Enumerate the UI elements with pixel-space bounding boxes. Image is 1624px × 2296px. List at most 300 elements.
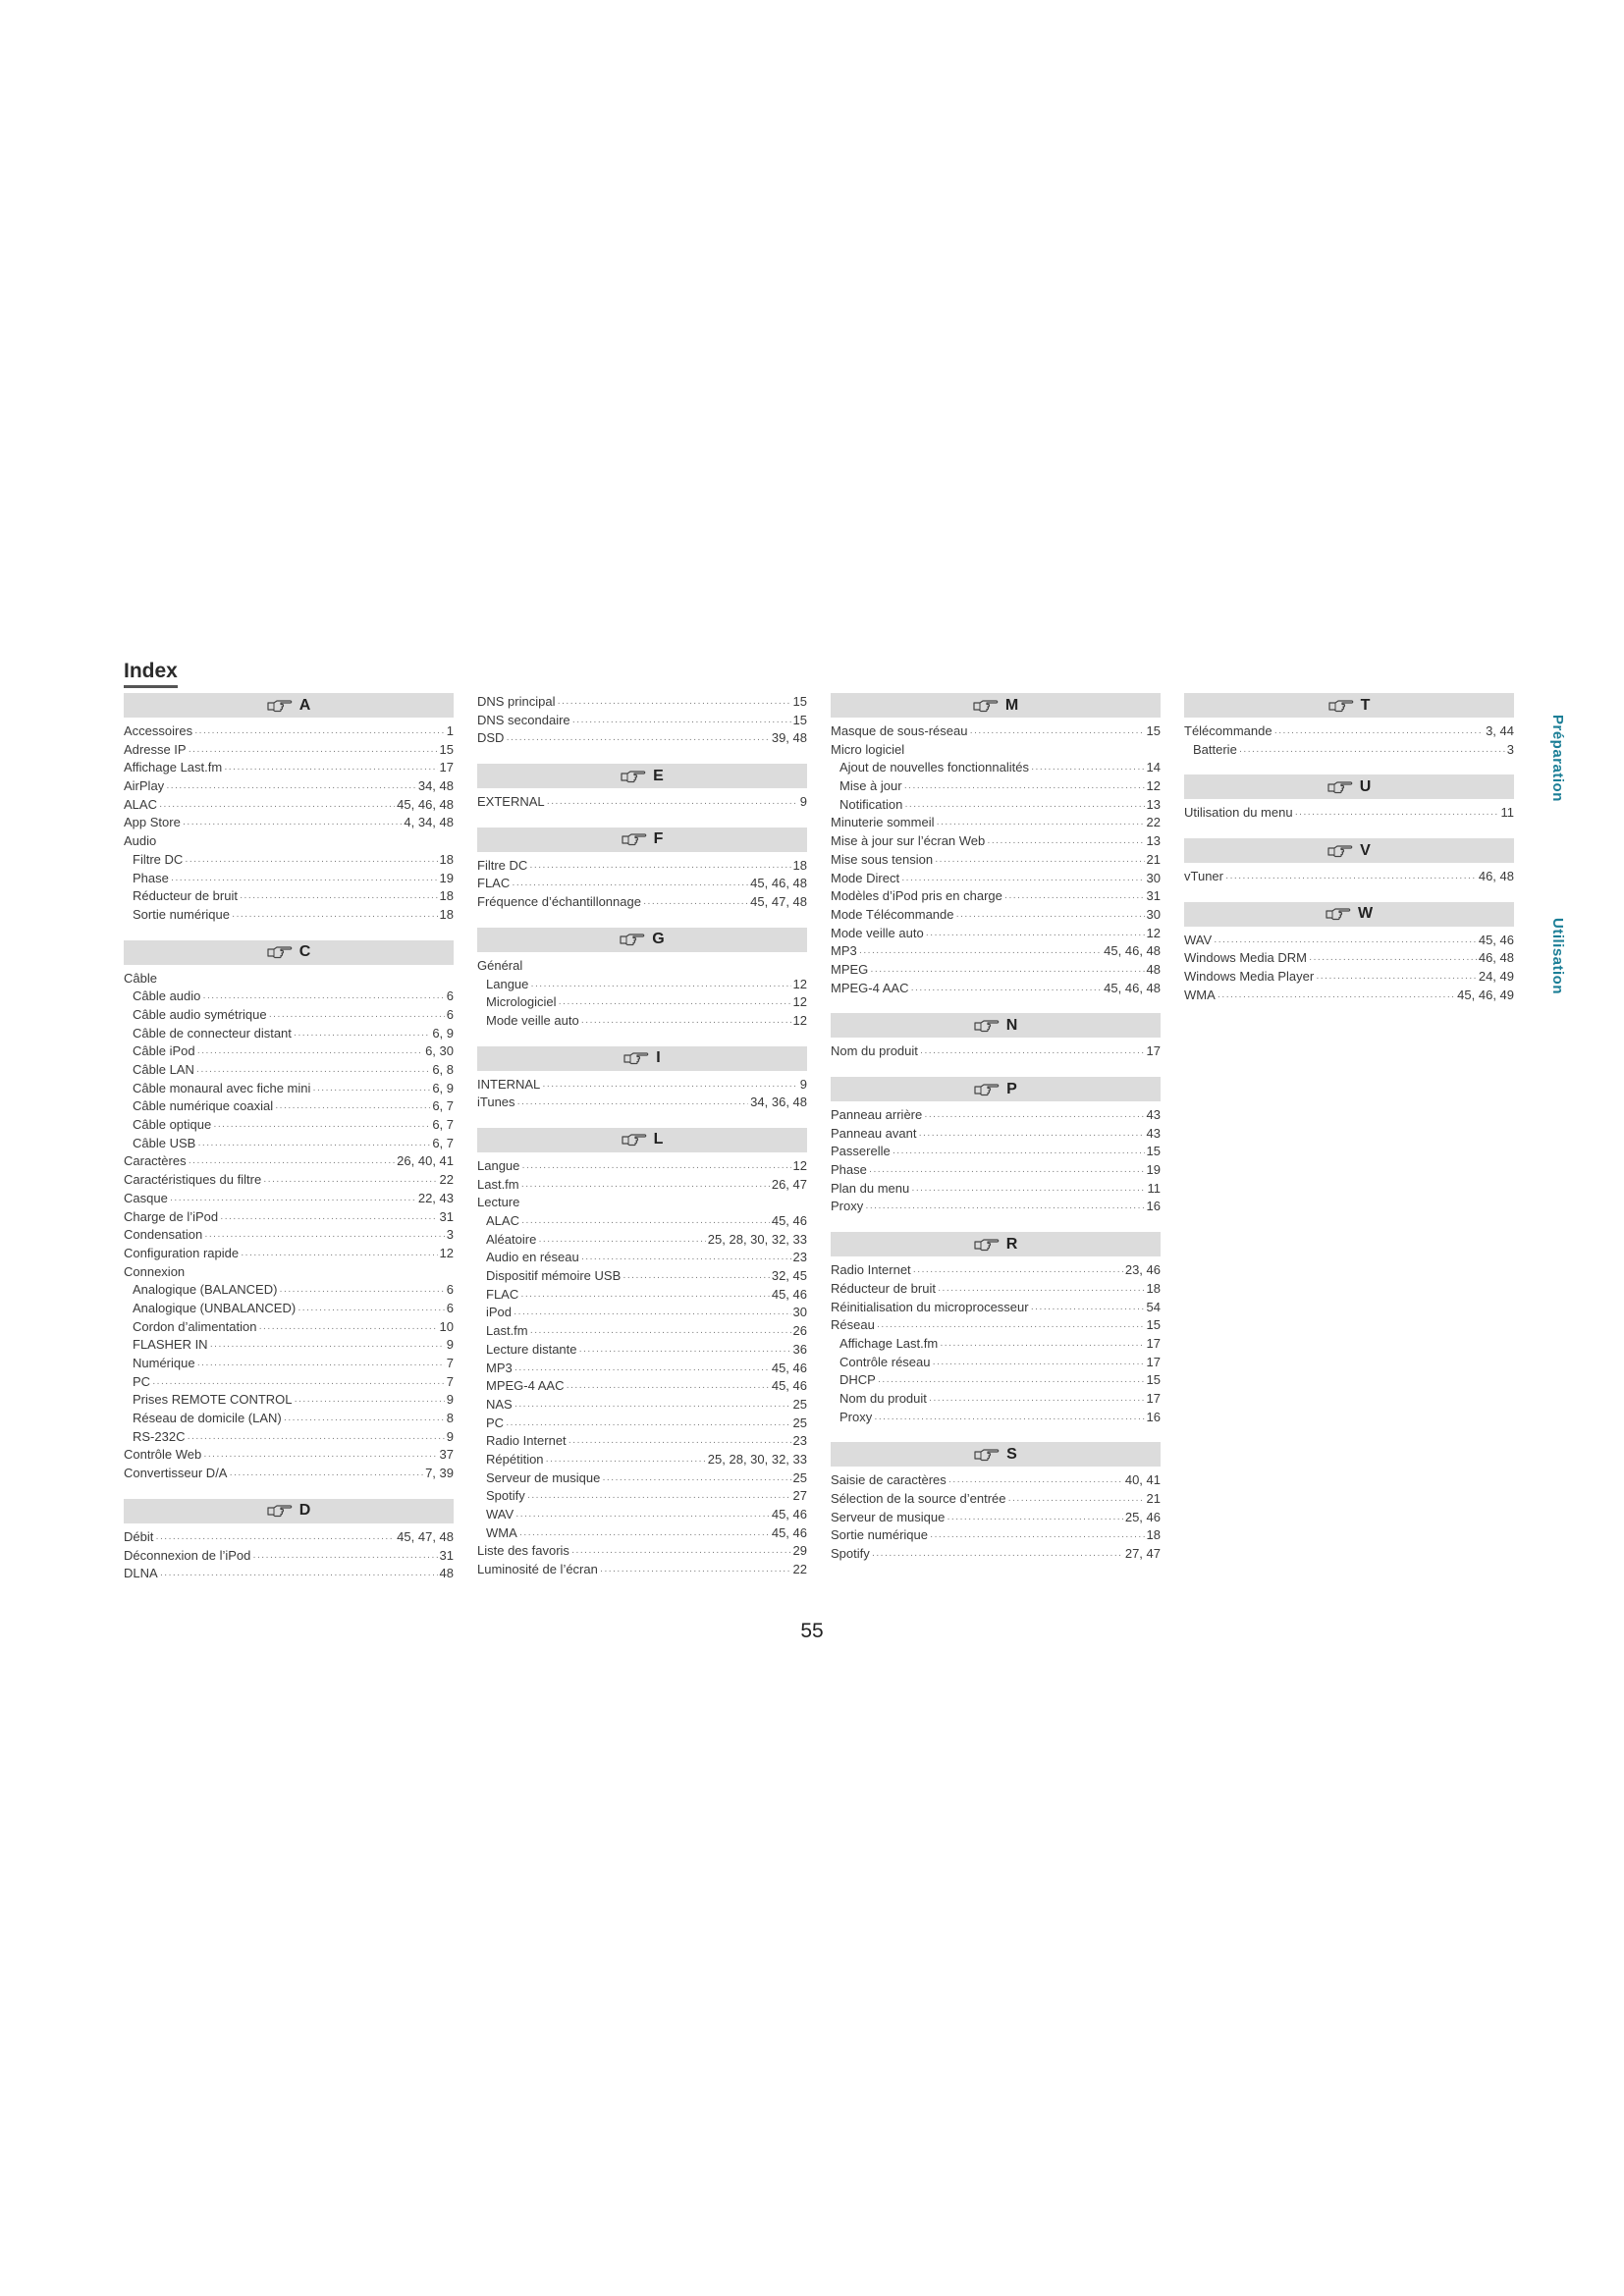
index-entry[interactable] bbox=[831, 925, 1161, 943]
entry-pages: 12 bbox=[792, 976, 807, 991]
entry-term: Configuration rapide bbox=[124, 1245, 240, 1260]
index-entry[interactable] bbox=[831, 942, 1161, 961]
entry-term: Répétition bbox=[486, 1451, 544, 1467]
index-entry[interactable] bbox=[124, 1245, 454, 1263]
entry-pages: 22 bbox=[792, 1562, 807, 1577]
index-entry[interactable] bbox=[831, 870, 1161, 888]
index-entry[interactable] bbox=[831, 1261, 1161, 1280]
leader-dots bbox=[893, 1145, 1145, 1163]
leader-dots bbox=[520, 1288, 770, 1307]
index-entry[interactable] bbox=[1184, 868, 1514, 886]
index-entry[interactable] bbox=[477, 1012, 807, 1031]
entry-term: Câble optique bbox=[133, 1117, 212, 1133]
index-entry[interactable] bbox=[124, 1152, 454, 1171]
entry-term: Affichage Last.fm bbox=[124, 760, 223, 775]
index-entry[interactable] bbox=[477, 1542, 807, 1561]
entry-term: MPEG-4 AAC bbox=[831, 980, 909, 995]
entry-term: Modèles d’iPod pris en charge bbox=[831, 888, 1002, 904]
index-entry[interactable] bbox=[124, 870, 454, 888]
entry-term: Filtre DC bbox=[477, 857, 528, 873]
entry-term: DLNA bbox=[124, 1566, 158, 1581]
pointing-hand-icon bbox=[973, 698, 999, 714]
index-entry[interactable] bbox=[124, 1336, 454, 1355]
leader-dots bbox=[933, 1356, 1145, 1374]
index-entry[interactable] bbox=[1184, 804, 1514, 823]
entry-pages: 17 bbox=[1146, 1354, 1161, 1369]
index-section-u bbox=[1184, 774, 1514, 823]
entry-pages: 3, 44 bbox=[1486, 723, 1514, 738]
index-section-a bbox=[124, 693, 454, 925]
entry-pages: 12 bbox=[1146, 778, 1161, 794]
entry-term: DHCP bbox=[839, 1372, 876, 1388]
entry-pages: 4, 34, 48 bbox=[404, 815, 454, 830]
leader-dots bbox=[160, 1567, 438, 1585]
entry-term: Radio Internet bbox=[831, 1262, 911, 1278]
index-entry[interactable] bbox=[831, 741, 1161, 760]
index-entry[interactable] bbox=[477, 1194, 807, 1212]
index-entry[interactable] bbox=[477, 875, 807, 893]
index-entry[interactable] bbox=[831, 777, 1161, 796]
index-entry[interactable] bbox=[124, 1006, 454, 1025]
index-entry[interactable] bbox=[124, 722, 454, 741]
leader-dots bbox=[924, 1108, 1144, 1127]
section-letter: A bbox=[298, 696, 311, 714]
index-entry[interactable] bbox=[477, 712, 807, 730]
index-entry[interactable] bbox=[1184, 987, 1514, 1005]
entry-pages: 21 bbox=[1146, 1491, 1161, 1506]
section-header bbox=[477, 764, 807, 788]
section-letter: E bbox=[653, 767, 664, 784]
index-entry[interactable] bbox=[477, 993, 807, 1012]
index-entry[interactable] bbox=[831, 851, 1161, 870]
entry-pages: 45, 46, 48 bbox=[1104, 943, 1161, 959]
index-entry[interactable] bbox=[477, 1212, 807, 1231]
index-entry[interactable] bbox=[477, 1360, 807, 1378]
entry-term: Notification bbox=[839, 796, 903, 812]
index-entry[interactable] bbox=[124, 1061, 454, 1080]
entry-term: Radio Internet bbox=[486, 1433, 567, 1449]
index-entry[interactable] bbox=[831, 1316, 1161, 1335]
entry-pages: 6 bbox=[446, 988, 454, 1004]
index-entry[interactable] bbox=[1184, 949, 1514, 968]
index-entry[interactable] bbox=[831, 1526, 1161, 1545]
entry-term: Sélection de la source d’entrée bbox=[831, 1491, 1006, 1506]
leader-dots bbox=[1004, 889, 1145, 908]
entry-pages: 9 bbox=[799, 1076, 807, 1092]
leader-dots bbox=[579, 1343, 791, 1362]
entry-term: MP3 bbox=[831, 943, 857, 959]
section-header bbox=[477, 1128, 807, 1152]
entry-term: Langue bbox=[486, 976, 529, 991]
index-entry[interactable] bbox=[477, 1304, 807, 1322]
pointing-hand-icon bbox=[623, 1050, 649, 1066]
leader-dots bbox=[183, 816, 403, 834]
index-entry[interactable] bbox=[477, 1231, 807, 1250]
entry-term: Télécommande bbox=[1184, 723, 1272, 738]
index-entry[interactable] bbox=[477, 1322, 807, 1341]
index-entry[interactable] bbox=[124, 1565, 454, 1583]
entry-pages: 15 bbox=[1146, 1144, 1161, 1159]
index-entry[interactable] bbox=[124, 906, 454, 925]
entry-term: Contrôle réseau bbox=[839, 1354, 931, 1369]
index-entry[interactable] bbox=[477, 1469, 807, 1488]
index-entry[interactable] bbox=[477, 1451, 807, 1469]
index-entry[interactable] bbox=[831, 1371, 1161, 1390]
entry-pages: 15 bbox=[1146, 1372, 1161, 1388]
entry-pages: 25 bbox=[792, 1396, 807, 1412]
entry-pages: 25, 28, 30, 32, 33 bbox=[707, 1231, 807, 1247]
index-entry[interactable] bbox=[477, 729, 807, 748]
leader-dots bbox=[1274, 724, 1484, 743]
leader-dots bbox=[213, 1118, 430, 1137]
entry-pages: 3 bbox=[446, 1227, 454, 1243]
index-entry[interactable] bbox=[477, 1076, 807, 1095]
entry-pages: 31 bbox=[439, 1547, 454, 1563]
entry-pages: 22, 43 bbox=[417, 1190, 454, 1205]
index-entry[interactable] bbox=[124, 796, 454, 815]
index-entry[interactable] bbox=[1184, 741, 1514, 760]
index-entry[interactable] bbox=[124, 777, 454, 796]
index-entry[interactable] bbox=[124, 1097, 454, 1116]
entry-pages: 32, 45 bbox=[771, 1268, 807, 1284]
leader-dots bbox=[203, 1448, 437, 1467]
leader-dots bbox=[1239, 743, 1505, 762]
index-entry[interactable] bbox=[477, 976, 807, 994]
index-entry[interactable] bbox=[831, 832, 1161, 851]
index-section-p bbox=[831, 1077, 1161, 1216]
index-entry[interactable] bbox=[831, 906, 1161, 925]
entry-term: Câble bbox=[124, 970, 157, 986]
entry-term: Convertisseur D/A bbox=[124, 1466, 228, 1481]
index-entry[interactable] bbox=[831, 980, 1161, 998]
entry-term: WMA bbox=[486, 1524, 517, 1540]
entry-pages: 39, 48 bbox=[771, 730, 807, 746]
entry-pages: 9 bbox=[446, 1337, 454, 1353]
entry-term: Windows Media DRM bbox=[1184, 950, 1307, 966]
leader-dots bbox=[294, 1027, 430, 1045]
entry-pages: 18 bbox=[1146, 1527, 1161, 1543]
index-entry[interactable] bbox=[1184, 968, 1514, 987]
index-entry[interactable] bbox=[124, 1025, 454, 1043]
entry-term: DSD bbox=[477, 730, 505, 746]
section-header bbox=[1184, 902, 1514, 927]
leader-dots bbox=[571, 1544, 791, 1563]
entry-pages: 31 bbox=[439, 1208, 454, 1224]
section-letter: L bbox=[653, 1131, 664, 1148]
index-entry[interactable] bbox=[831, 1354, 1161, 1372]
index-entry[interactable] bbox=[124, 887, 454, 906]
entry-pages: 24, 49 bbox=[1478, 969, 1514, 985]
index-entry[interactable] bbox=[831, 1280, 1161, 1299]
entry-term: Mode Direct bbox=[831, 870, 900, 885]
index-entry[interactable] bbox=[831, 961, 1161, 980]
index-entry[interactable] bbox=[124, 1465, 454, 1483]
entry-pages: 18 bbox=[439, 851, 454, 867]
index-entry[interactable] bbox=[831, 722, 1161, 741]
section-header bbox=[1184, 693, 1514, 718]
index-entry[interactable] bbox=[124, 1300, 454, 1318]
pointing-hand-icon bbox=[974, 1447, 1000, 1463]
index-entry[interactable] bbox=[124, 970, 454, 988]
entry-term: Utilisation du menu bbox=[1184, 805, 1293, 821]
index-entry[interactable] bbox=[477, 1506, 807, 1524]
leader-dots bbox=[987, 834, 1144, 853]
pointing-hand-icon bbox=[1327, 779, 1353, 795]
entry-pages: 45, 46 bbox=[771, 1378, 807, 1394]
index-entry[interactable] bbox=[831, 1143, 1161, 1161]
entry-pages: 43 bbox=[1146, 1125, 1161, 1141]
index-entry[interactable] bbox=[477, 1432, 807, 1451]
entry-term: Câble numérique coaxial bbox=[133, 1098, 274, 1114]
entry-pages: 14 bbox=[1146, 760, 1161, 775]
entry-term: DNS principal bbox=[477, 694, 556, 709]
index-entry[interactable] bbox=[124, 1528, 454, 1547]
entry-pages: 26, 47 bbox=[771, 1176, 807, 1192]
entry-pages: 43 bbox=[1146, 1107, 1161, 1122]
leader-dots bbox=[940, 1337, 1144, 1356]
index-entry[interactable] bbox=[831, 1490, 1161, 1509]
index-entry[interactable] bbox=[124, 1135, 454, 1153]
index-entry[interactable] bbox=[831, 1042, 1161, 1061]
section-header bbox=[831, 1077, 1161, 1101]
entry-term: Prises REMOTE CONTROL bbox=[133, 1392, 293, 1408]
index-entry[interactable] bbox=[124, 1042, 454, 1061]
entry-term: Câble monaural avec fiche mini bbox=[133, 1080, 311, 1095]
index-entry[interactable] bbox=[831, 759, 1161, 777]
index-entry[interactable] bbox=[124, 1226, 454, 1245]
entry-pages: 48 bbox=[1146, 961, 1161, 977]
index-entry[interactable] bbox=[477, 1415, 807, 1433]
leader-dots bbox=[166, 779, 416, 798]
index-entry[interactable] bbox=[477, 1176, 807, 1195]
entry-pages: 11 bbox=[1500, 805, 1514, 821]
index-section-l bbox=[477, 1128, 807, 1579]
entry-term: Câble audio symétrique bbox=[133, 1006, 267, 1022]
entry-term: Minuterie sommeil bbox=[831, 815, 935, 830]
entry-pages: 6, 7 bbox=[432, 1098, 454, 1114]
entry-pages: 45, 47, 48 bbox=[397, 1528, 454, 1544]
index-entry[interactable] bbox=[831, 1509, 1161, 1527]
index-entry[interactable] bbox=[124, 851, 454, 870]
entry-term: Mise à jour bbox=[839, 778, 902, 794]
section-letter: D bbox=[298, 1502, 311, 1520]
index-entry[interactable] bbox=[477, 1267, 807, 1286]
pointing-hand-icon bbox=[620, 932, 645, 947]
index-entry[interactable] bbox=[124, 1116, 454, 1135]
index-section-w bbox=[1184, 902, 1514, 1005]
entry-term: Condensation bbox=[124, 1227, 203, 1243]
index-entry[interactable] bbox=[831, 1390, 1161, 1409]
entry-pages: 31 bbox=[1146, 888, 1161, 904]
leader-dots bbox=[913, 1263, 1123, 1282]
entry-term: Audio en réseau bbox=[486, 1250, 579, 1265]
entry-term: Câble LAN bbox=[133, 1062, 194, 1077]
section-letter: M bbox=[1004, 696, 1019, 714]
entry-pages: 48 bbox=[439, 1566, 454, 1581]
entry-pages: 15 bbox=[1146, 1317, 1161, 1333]
index-entry[interactable] bbox=[831, 1545, 1161, 1564]
leader-dots bbox=[252, 1549, 437, 1568]
index-entry[interactable] bbox=[1184, 722, 1514, 741]
leader-dots bbox=[1225, 870, 1477, 888]
index-entry[interactable] bbox=[124, 1355, 454, 1373]
index-entry[interactable] bbox=[124, 1171, 454, 1190]
index-entry[interactable] bbox=[124, 1410, 454, 1428]
entry-term: MPEG-4 AAC bbox=[486, 1378, 565, 1394]
entry-pages: 45, 46 bbox=[771, 1360, 807, 1375]
index-entry[interactable] bbox=[831, 1106, 1161, 1125]
index-entry[interactable] bbox=[124, 814, 454, 832]
leader-dots bbox=[514, 1398, 791, 1416]
index-entry[interactable] bbox=[831, 887, 1161, 906]
index-entry[interactable] bbox=[831, 814, 1161, 832]
entry-term: Aléatoire bbox=[486, 1231, 537, 1247]
side-tab-utilisation[interactable]: Utilisation bbox=[1549, 918, 1566, 995]
index-entry[interactable] bbox=[477, 1487, 807, 1506]
pointing-hand-icon bbox=[621, 769, 646, 784]
index-entry[interactable] bbox=[124, 741, 454, 760]
entry-term: ALAC bbox=[486, 1213, 519, 1228]
entry-term: Passerelle bbox=[831, 1144, 891, 1159]
leader-dots bbox=[159, 798, 395, 817]
entry-term: Dispositif mémoire USB bbox=[486, 1268, 622, 1284]
entry-pages: 30 bbox=[792, 1305, 807, 1320]
entry-pages: 6 bbox=[446, 1006, 454, 1022]
entry-pages: 34, 48 bbox=[417, 778, 454, 794]
index-entry[interactable] bbox=[831, 1335, 1161, 1354]
index-entry[interactable] bbox=[831, 1125, 1161, 1144]
section-header bbox=[477, 928, 807, 952]
index-entry[interactable] bbox=[477, 1249, 807, 1267]
index-entry[interactable] bbox=[124, 759, 454, 777]
index-entry[interactable] bbox=[124, 1208, 454, 1227]
index-entry[interactable] bbox=[477, 857, 807, 876]
entry-term: DNS secondaire bbox=[477, 712, 570, 727]
section-letter: T bbox=[1360, 696, 1371, 714]
entry-term: iPod bbox=[486, 1305, 513, 1320]
entry-term: Batterie bbox=[1193, 741, 1237, 757]
index-entry[interactable] bbox=[831, 1161, 1161, 1180]
entry-pages: 46, 48 bbox=[1478, 950, 1514, 966]
entry-pages: 16 bbox=[1146, 1199, 1161, 1214]
index-section-continued bbox=[477, 693, 807, 748]
index-entry[interactable] bbox=[124, 1318, 454, 1337]
index-entry[interactable] bbox=[477, 693, 807, 712]
entry-pages: 6, 9 bbox=[432, 1080, 454, 1095]
entry-term: PC bbox=[486, 1415, 505, 1430]
index-column-4 bbox=[1184, 693, 1514, 1005]
entry-term: Windows Media Player bbox=[1184, 969, 1315, 985]
entry-term: vTuner bbox=[1184, 869, 1223, 884]
index-entry[interactable] bbox=[124, 1391, 454, 1410]
leader-dots bbox=[284, 1412, 445, 1430]
index-entry[interactable] bbox=[477, 1396, 807, 1415]
entry-term: Cordon d’alimentation bbox=[133, 1318, 257, 1334]
leader-dots bbox=[187, 1430, 444, 1449]
entry-pages: 7 bbox=[446, 1373, 454, 1389]
entry-pages: 36 bbox=[792, 1341, 807, 1357]
index-entry[interactable] bbox=[477, 893, 807, 912]
index-entry[interactable] bbox=[477, 793, 807, 812]
pointing-hand-icon bbox=[974, 1237, 1000, 1253]
leader-dots bbox=[263, 1173, 437, 1192]
section-header bbox=[1184, 838, 1514, 863]
entry-pages: 21 bbox=[1146, 851, 1161, 867]
index-section-g bbox=[477, 928, 807, 1031]
leader-dots bbox=[874, 1411, 1144, 1429]
index-entry[interactable] bbox=[477, 1094, 807, 1112]
entry-term: Câble audio bbox=[133, 988, 201, 1004]
leader-dots bbox=[581, 1014, 791, 1033]
section-header bbox=[124, 1499, 454, 1523]
index-entry[interactable] bbox=[124, 1428, 454, 1447]
index-entry[interactable] bbox=[124, 1080, 454, 1098]
section-header bbox=[831, 1013, 1161, 1038]
entry-term: Connexion bbox=[124, 1263, 186, 1279]
index-entry[interactable] bbox=[477, 1524, 807, 1543]
entry-term: Accessoires bbox=[124, 723, 193, 738]
pointing-hand-icon bbox=[1328, 698, 1354, 714]
index-entry[interactable] bbox=[831, 1471, 1161, 1490]
index-entry[interactable] bbox=[124, 1446, 454, 1465]
index-entry[interactable] bbox=[124, 1190, 454, 1208]
section-letter: S bbox=[1006, 1445, 1017, 1463]
index-entry[interactable] bbox=[124, 1281, 454, 1300]
index-section-s bbox=[831, 1442, 1161, 1563]
index-entry[interactable] bbox=[831, 1299, 1161, 1317]
side-tab-preparation[interactable]: Préparation bbox=[1549, 715, 1566, 802]
leader-dots bbox=[566, 1379, 769, 1398]
entry-term: Panneau avant bbox=[831, 1125, 917, 1141]
section-header bbox=[124, 940, 454, 965]
entry-term: iTunes bbox=[477, 1095, 515, 1110]
leader-dots bbox=[197, 1137, 430, 1155]
leader-dots bbox=[547, 795, 798, 814]
index-entry[interactable] bbox=[831, 1198, 1161, 1216]
entry-pages: 6, 30 bbox=[425, 1043, 454, 1059]
index-entry[interactable] bbox=[477, 957, 807, 976]
index-entry[interactable] bbox=[124, 988, 454, 1006]
index-entry[interactable] bbox=[1184, 932, 1514, 950]
leader-dots bbox=[572, 714, 791, 732]
entry-pages: 18 bbox=[792, 857, 807, 873]
section-header bbox=[831, 693, 1161, 718]
entry-term: Proxy bbox=[839, 1409, 873, 1424]
index-section-t bbox=[1184, 693, 1514, 759]
index-entry[interactable] bbox=[831, 1180, 1161, 1199]
index-entry[interactable] bbox=[124, 1373, 454, 1392]
index-entry[interactable] bbox=[477, 1286, 807, 1305]
leader-dots bbox=[312, 1082, 430, 1100]
entry-pages: 19 bbox=[439, 870, 454, 885]
entry-term: Câble USB bbox=[133, 1135, 196, 1150]
index-entry[interactable] bbox=[477, 1377, 807, 1396]
index-entry[interactable] bbox=[124, 1547, 454, 1566]
entry-term: Réseau de domicile (LAN) bbox=[133, 1411, 282, 1426]
index-entry[interactable] bbox=[477, 1341, 807, 1360]
index-entry[interactable] bbox=[831, 796, 1161, 815]
leader-dots bbox=[865, 1200, 1144, 1218]
index-entry[interactable] bbox=[477, 1561, 807, 1579]
index-entry[interactable] bbox=[124, 832, 454, 851]
index-entry[interactable] bbox=[831, 1409, 1161, 1427]
entry-pages: 45, 46, 48 bbox=[1104, 980, 1161, 995]
index-entry[interactable] bbox=[477, 1157, 807, 1176]
index-entry[interactable] bbox=[124, 1263, 454, 1282]
pointing-hand-icon bbox=[267, 698, 293, 714]
section-header bbox=[831, 1442, 1161, 1467]
entry-term: Luminosité de l’écran bbox=[477, 1562, 598, 1577]
